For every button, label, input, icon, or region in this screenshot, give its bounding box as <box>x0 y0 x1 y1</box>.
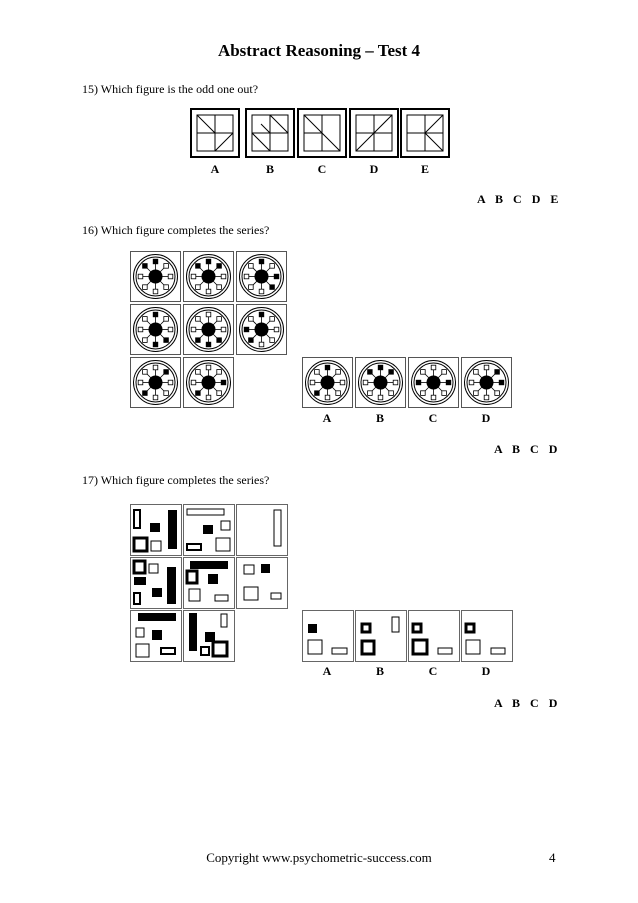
q17-cell-2-3 <box>236 557 288 609</box>
q15-answer-options <box>470 192 558 207</box>
q17-answer-c[interactable]: C <box>530 696 539 710</box>
q17-cell-1-1 <box>130 504 182 556</box>
q15-figure-d[interactable] <box>349 108 399 158</box>
question-17-prompt: 17) Which figure completes the series? <box>82 473 270 487</box>
q16-answer-c[interactable]: C <box>530 442 539 456</box>
q16-label-d: D <box>481 411 491 425</box>
page-number: 4 <box>549 850 556 865</box>
q16-cell-3-1 <box>130 357 181 408</box>
q17-cell-3-2 <box>183 610 235 662</box>
question-16-prompt: 16) Which figure completes the series? <box>82 223 270 237</box>
q17-answer-d[interactable]: D <box>548 696 558 710</box>
q15-label-a: A <box>210 162 220 176</box>
q15-answer-a[interactable]: A <box>477 192 486 206</box>
q16-answer-d[interactable]: D <box>548 442 558 456</box>
q17-label-a: A <box>322 664 332 678</box>
q16-answer-options <box>487 442 557 457</box>
footer-copyright: Copyright www.psychometric-success.com <box>206 850 432 865</box>
q15-answer-c[interactable]: C <box>513 192 522 206</box>
question-15-prompt: 15) Which figure is the odd one out? <box>82 82 259 96</box>
q17-option-c[interactable] <box>408 610 460 662</box>
q16-answer-a[interactable]: A <box>494 442 503 456</box>
q16-cell-2-2 <box>183 304 234 355</box>
q17-label-b: B <box>375 664 384 678</box>
q17-answer-b[interactable]: B <box>512 696 521 710</box>
q16-cell-1-3 <box>236 251 287 302</box>
q16-option-d[interactable] <box>461 357 512 408</box>
q16-cell-3-2 <box>183 357 234 408</box>
q15-figure-a[interactable] <box>190 108 240 158</box>
q17-label-c: C <box>428 664 438 678</box>
q16-cell-1-1 <box>130 251 181 302</box>
q17-option-b[interactable] <box>355 610 407 662</box>
q17-option-d[interactable] <box>461 610 513 662</box>
q16-option-a[interactable] <box>302 357 353 408</box>
q17-cell-1-2 <box>183 504 235 556</box>
q15-figure-b[interactable] <box>245 108 295 158</box>
q16-label-a: A <box>322 411 332 425</box>
q15-label-e: E <box>420 162 429 176</box>
q16-cell-2-3 <box>236 304 287 355</box>
q15-label-c: C <box>317 162 327 176</box>
q15-answer-b[interactable]: B <box>495 192 504 206</box>
q16-option-c[interactable] <box>408 357 459 408</box>
q17-cell-3-1 <box>130 610 182 662</box>
page-title: Abstract Reasoning – Test 4 <box>217 41 421 60</box>
q15-figure-e[interactable] <box>400 108 450 158</box>
q17-cell-2-1 <box>130 557 182 609</box>
q16-option-b[interactable] <box>355 357 406 408</box>
q15-figure-c[interactable] <box>297 108 347 158</box>
q15-label-b: B <box>265 162 274 176</box>
q17-answer-a[interactable]: A <box>494 696 503 710</box>
q17-answer-options <box>487 696 557 711</box>
q16-answer-b[interactable]: B <box>512 442 521 456</box>
q16-label-b: B <box>375 411 384 425</box>
q16-cell-2-1 <box>130 304 181 355</box>
q15-answer-d[interactable]: D <box>531 192 541 206</box>
q17-cell-2-2 <box>183 557 235 609</box>
q15-answer-e[interactable]: E <box>550 192 559 206</box>
q17-label-d: D <box>481 664 491 678</box>
q17-option-a[interactable] <box>302 610 354 662</box>
q16-cell-1-2 <box>183 251 234 302</box>
q15-label-d: D <box>369 162 379 176</box>
q17-cell-1-3 <box>236 504 288 556</box>
q16-label-c: C <box>428 411 438 425</box>
